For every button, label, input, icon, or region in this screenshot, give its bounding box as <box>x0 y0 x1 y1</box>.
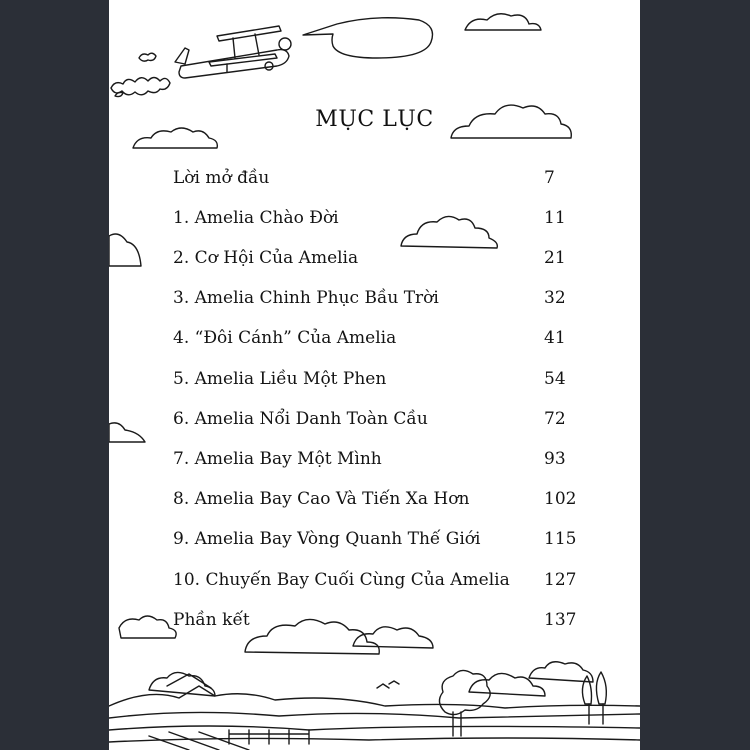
page-title: MỤC LỤC <box>315 107 434 132</box>
toc-page-number: 93 <box>544 449 566 469</box>
toc-entry-label: 1. Amelia Chào Đời <box>173 208 339 228</box>
toc-entry-label: 3. Amelia Chinh Phục Bầu Trời <box>173 288 439 308</box>
book-page <box>109 0 640 750</box>
toc-entry-label: 8. Amelia Bay Cao Và Tiến Xa Hơn <box>173 489 470 509</box>
toc-row <box>173 208 593 238</box>
landscape-icon <box>109 670 640 750</box>
toc-entry-label: Phần kết <box>173 610 250 630</box>
toc-row <box>173 489 593 519</box>
speech-bubble-icon <box>303 18 433 58</box>
toc-page-number: 137 <box>544 610 577 630</box>
toc-entry-label: 10. Chuyến Bay Cuối Cùng Của Amelia <box>173 570 510 590</box>
toc-row <box>173 369 593 399</box>
toc-row <box>173 248 593 278</box>
toc-entry-label: 2. Cơ Hội Của Amelia <box>173 248 359 268</box>
toc-page-number: 11 <box>544 208 566 228</box>
toc-row <box>173 328 593 358</box>
toc-entry-label: 6. Amelia Nổi Danh Toàn Cầu <box>173 409 428 429</box>
toc-entry-label: 4. “Đôi Cánh” Của Amelia <box>173 328 397 348</box>
toc-page-number: 32 <box>544 288 566 308</box>
smoke-trail-icon <box>111 53 170 96</box>
toc-page-number: 127 <box>544 570 577 590</box>
toc-entry-label: 5. Amelia Liều Một Phen <box>173 369 387 389</box>
toc-page-number: 115 <box>544 529 577 549</box>
toc-row <box>173 570 593 600</box>
toc-row <box>173 168 593 198</box>
toc-row <box>173 529 593 559</box>
toc-page-number: 102 <box>544 489 577 509</box>
toc-page-number: 21 <box>544 248 566 268</box>
toc-page-number: 54 <box>544 369 566 389</box>
toc-page-number: 7 <box>544 168 555 188</box>
toc-entry-label: 9. Amelia Bay Vòng Quanh Thế Giới <box>173 529 481 549</box>
toc-row <box>173 610 593 640</box>
toc-page-number: 41 <box>544 328 566 348</box>
toc-row <box>173 288 593 318</box>
toc-row <box>173 449 593 479</box>
toc-entry-label: Lời mở đầu <box>173 168 270 188</box>
toc-page-number: 72 <box>544 409 566 429</box>
biplane-icon <box>175 26 291 78</box>
toc-row <box>173 409 593 439</box>
toc-entry-label: 7. Amelia Bay Một Mình <box>173 449 382 469</box>
